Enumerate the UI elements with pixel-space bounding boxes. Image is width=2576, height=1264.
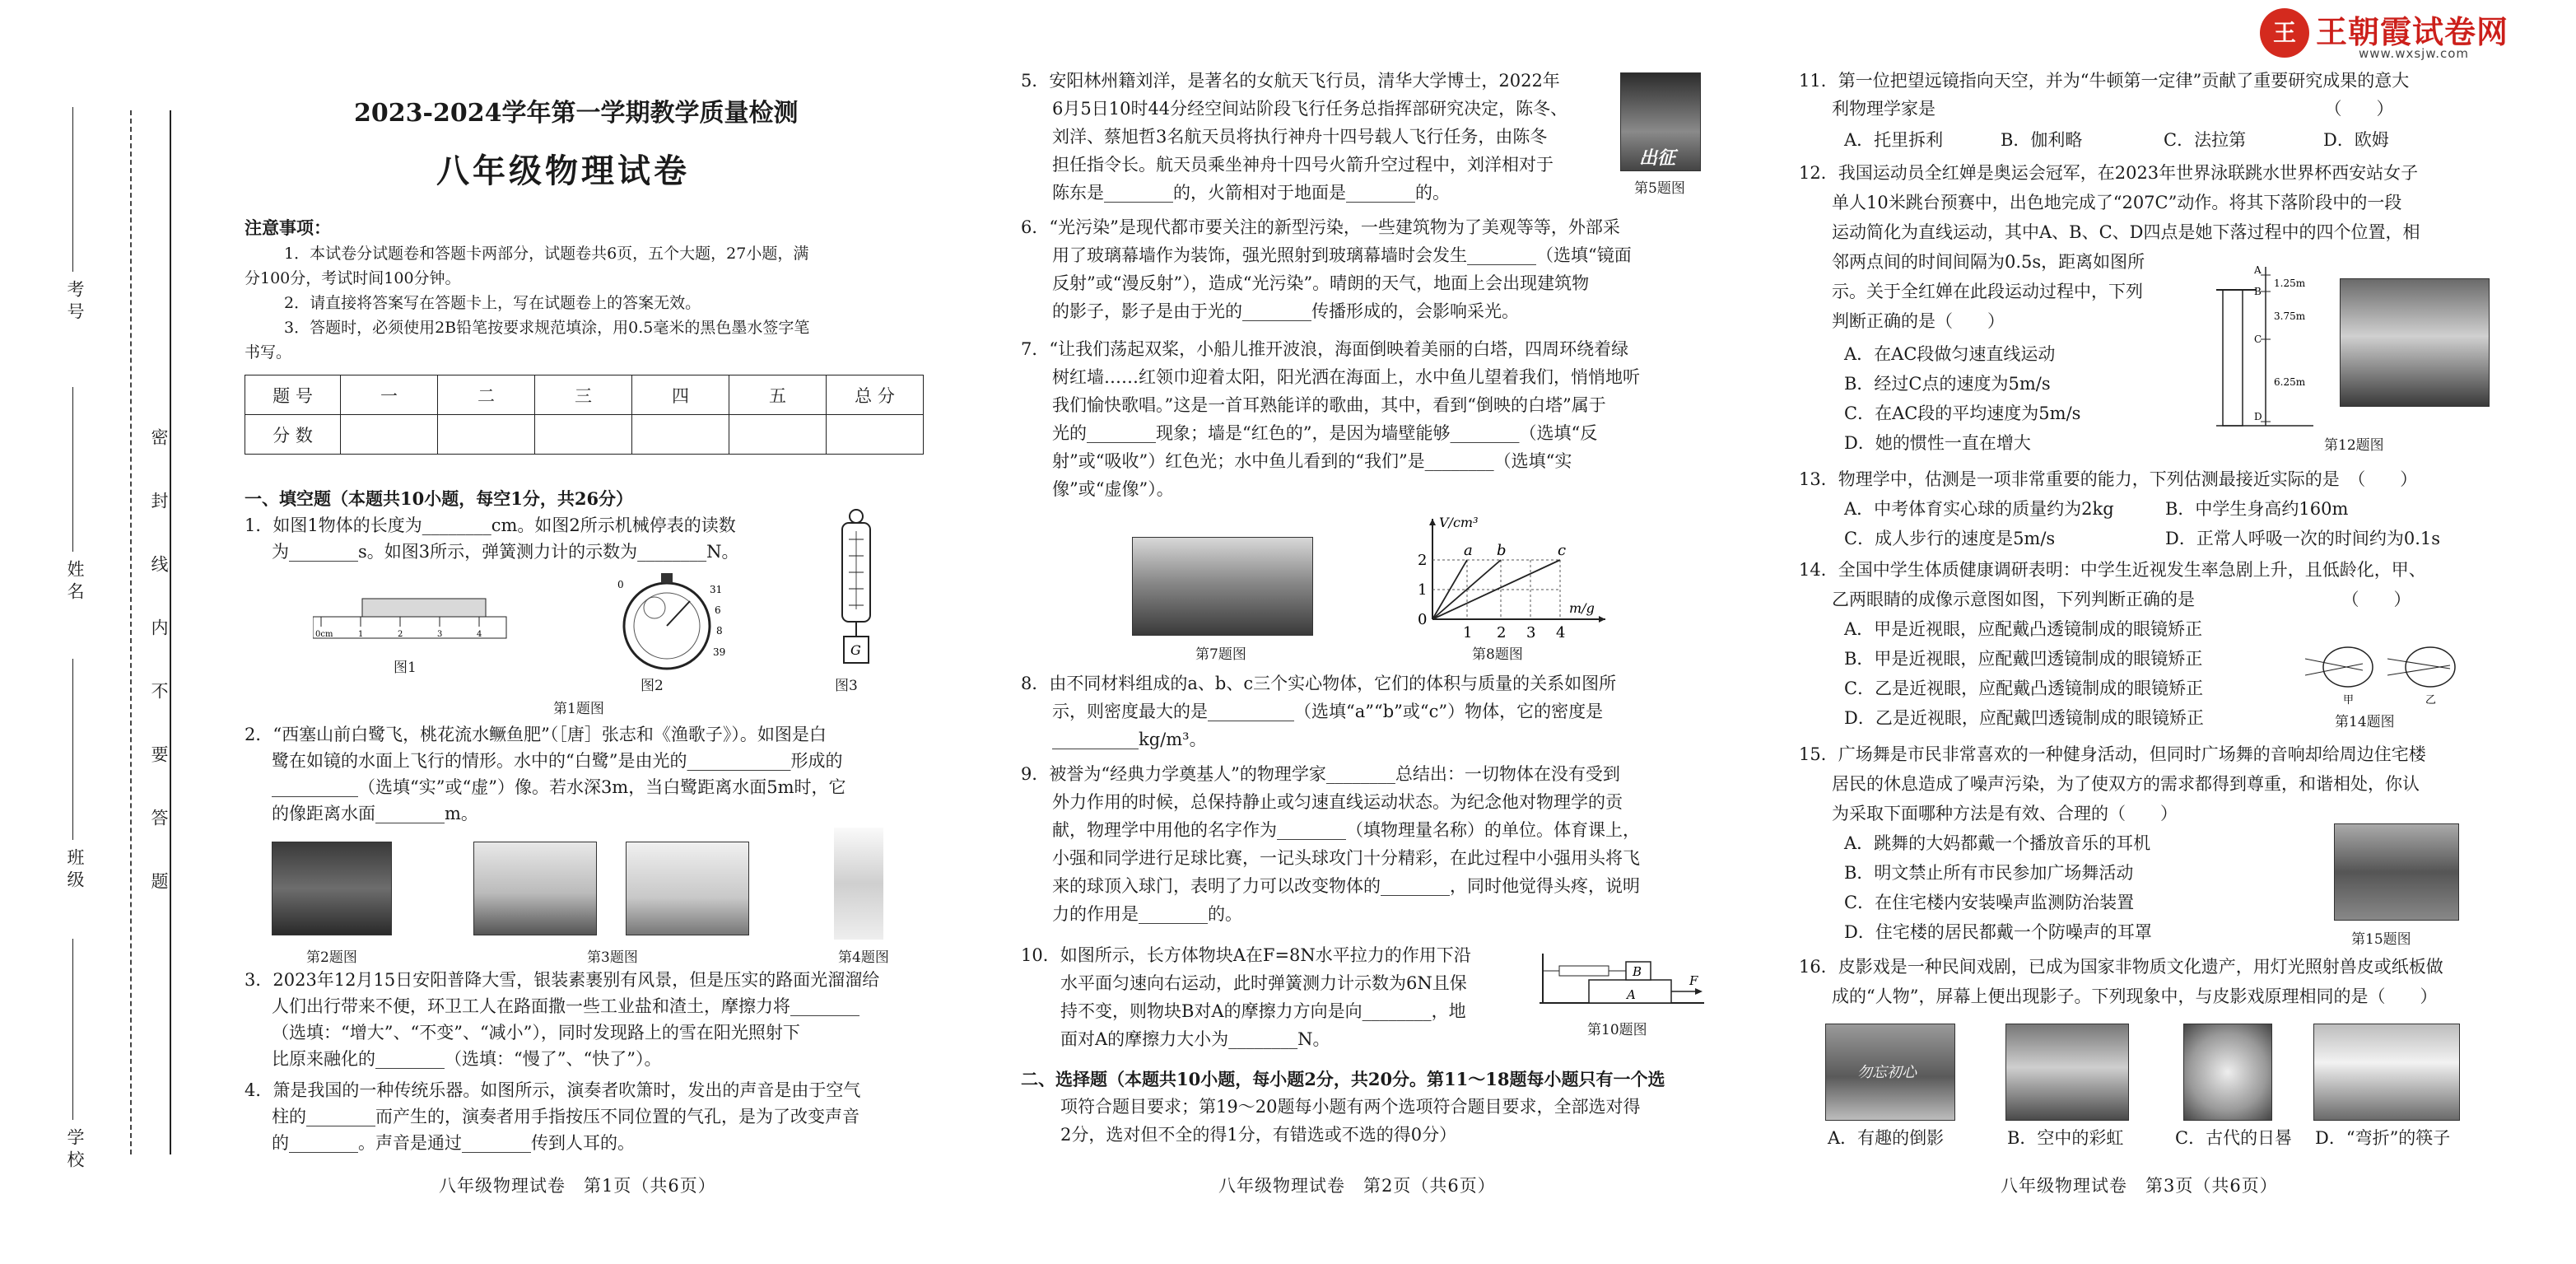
q5-line: 5．安阳林州籍刘洋，是著名的女航天飞行员，清华大学博士，2022年 [1021,71,1560,91]
q11-line: 利物理学家是 （ ） [1832,99,2394,119]
q12-option: B．经过C点的速度为5m/s [1844,374,2051,394]
q16-option: D．“弯折”的筷子 [2315,1128,2451,1148]
school-blank [72,939,73,1120]
q11-option: D．欧姆 [2323,130,2389,150]
diving-diagram [2215,257,2330,430]
q4-line: 4．箫是我国的一种传统乐器。如图所示，演奏者吹箫时，发出的声音是由于空气 [245,1080,861,1100]
line-label: b [1497,542,1507,559]
note-line: 1．本试卷分试题卷和答题卡两部分，试题卷共6页，五个大题，27小题，满 [284,245,809,263]
flute-player-illustration [834,828,883,940]
ruler-tick-label: 1 [358,630,364,639]
q13-option: D．正常人呼吸一次的时间约为0.1s [2165,529,2441,548]
q16-option: B．空中的彩虹 [2007,1128,2124,1148]
stopwatch-number: 39 [713,646,726,658]
score-cell: 五 [729,375,827,415]
q14-line: 乙两眼睛的成像示意图如图，下列判断正确的是 （ ） [1832,590,2411,609]
block-b-label: B [1633,964,1642,979]
q9-line: 小强和同学进行足球比赛，一记头球攻门十分精彩，在此过程中小强用头将飞 [1052,848,1640,868]
q11-option: C．法拉第 [2164,130,2247,150]
fig-q7-caption: 第7题图 [1195,646,1246,663]
page2-footer: 八年级物理试卷 第2页（共6页） [1218,1176,1496,1196]
fig-q3-caption: 第3题图 [587,949,638,966]
q7-line: 像”或“虚像”）。 [1052,479,1174,499]
q15-option: B．明文禁止所有市民参加广场舞活动 [1844,863,2134,883]
fig-q1-caption: 第1题图 [553,701,604,717]
score-table [245,375,924,455]
q3-line: 比原来融化的________（选填：“慢了”、“快了”）。 [272,1049,662,1069]
astronauts-photo [1620,72,1701,171]
school-label: 学校 [65,1128,85,1173]
q2-line: 鹭在如镜的水面上飞行的情形。水中的“白鹭”是由光的____________形成的 [272,751,843,771]
x-axis-label: m/g [1569,600,1595,616]
ruler-figure [313,589,510,646]
q12-line: 单人10米跳台预赛中，出色地完成了“207C”动作。将其下落阶段中的一段 [1832,193,2402,212]
q12-line: 判断正确的是（ ） [1832,311,2005,331]
class-label: 班级 [65,848,85,893]
egret-photo [272,842,392,935]
q9-line: 9．被誉为“经典力学奠基人”的物理学家________总结出：一切物体在没有受到 [1021,764,1620,784]
logo-text: 王朝霞试卷网 [2316,14,2509,50]
q3-line: 3．2023年12月15日安阳普降大雪，银装素裹别有风景，但是压实的路面光溜溜给 [245,970,880,990]
brand-logo [2260,7,2509,64]
diver-photo [2340,278,2490,407]
distance-label: 1.25m [2274,278,2306,289]
score-cell: 一 [341,375,438,415]
score-cell: 题 号 [245,375,341,415]
q12-line: 示。关于全红婵在此段运动过程中，下列 [1832,282,2143,301]
section-choice-line: 2分，选对但不全的得1分，有错选或不选的得0分） [1060,1125,1457,1145]
q16-line: 16．皮影戏是一种民间戏剧，已成为国家非物质文化遗产，用灯光照射兽皮或纸板做 [1799,957,2443,977]
weight-label: G [850,642,861,658]
q6-line: 的影子，影子是由于光的________传播形成的，会影响采光。 [1052,301,1519,321]
q13-option: C．成人步行的速度是5m/s [1844,529,2056,548]
x-tick: 3 [1526,624,1536,641]
q7-line: 我们愉快歌唱。”这是一首耳熟能详的歌曲，其中，看到“倒映的白塔”属于 [1052,395,1606,415]
ruler-tick-label: 3 [437,630,443,639]
eye-label: 甲 [2343,694,2355,707]
score-cell: 总 分 [827,375,924,415]
q9-line: 来的球顶入球门，表明了力可以改变物体的________，同时他觉得头疼，说明 [1052,876,1640,896]
ruler-tick-label: 0cm [315,630,333,639]
note-line: 2．请直接将答案写在答题卡上，写在试题卷上的答案无效。 [284,294,701,312]
snow-street-photo [626,842,749,935]
name-blank [72,387,73,552]
q16-line: 成的“人物”，屏幕上便出现影子。下列现象中，与皮影戏原理相同的是（ ） [1832,986,2438,1006]
score-table-score-row [245,415,924,455]
q15-line: 为采取下面哪种方法是有效、合理的（ ） [1832,804,2178,823]
chopsticks-photo [2313,1024,2460,1121]
diving-tower [2223,290,2243,426]
fig1-caption: 图1 [394,660,417,676]
q9-line: 献，物理学中用他的名字作为________（填物理量名称）的单位。体育课上， [1052,820,1640,840]
score-input-cell [438,415,535,455]
point-label: D [2254,411,2262,422]
q10-line: 水平面匀速向右运动，此时弹簧测力计示数为6N且保 [1060,973,1467,993]
q14-line: 14．全国中学生体质健康调研表明：中学生近视发生率急剧上升，且低龄化，甲、 [1799,560,2426,580]
square-dance-photo [2334,823,2459,921]
rowing-boat-photo [1132,537,1313,636]
q11-option: A．托里拆利 [1844,130,1944,150]
q14-option: C．乙是近视眼，应配戴凸透镜制成的眼镜矫正 [1844,679,2204,698]
q15-line: 居民的休息造成了噪声污染，为了使双方的需求都得到尊重，和谐相处，你认 [1832,774,2420,794]
exam-no-label: 考号 [65,280,85,324]
fig-q14-caption: 第14题图 [2335,714,2395,730]
section-fill-blank: 一、填空题（本题共10小题，每空1分，共26分） [245,488,634,509]
q14-option: A．甲是近视眼，应配戴凸透镜制成的眼镜矫正 [1844,619,2203,639]
q12-line: 12．我国运动员全红婵是奥运会冠军，在2023年世界泳联跳水世界杯西安站女子 [1799,163,2419,183]
q16-option: C．古代的日晷 [2175,1128,2293,1148]
binding-dashed-line [130,110,132,1154]
score-cell: 二 [438,375,535,415]
q3-line: 人们出行带来不便，环卫工人在路面撒一些工业盐和渣土，摩擦力将________ [272,996,859,1016]
q12-option: D．她的惯性一直在增大 [1844,433,2031,453]
score-input-cell [729,415,827,455]
fig-q2-caption: 第2题图 [306,949,357,966]
q15-line: 15．广场舞是市民非常喜欢的一种健身活动，但同时广场舞的音响却给周边住宅楼 [1799,744,2426,764]
q12-option: A．在AC段做匀速直线运动 [1844,344,2056,364]
q11-line: 11．第一位把望远镜指向天空，并为“牛顿第一定律”贡献了重要研究成果的意大 [1799,71,2410,91]
sundial-photo [2183,1024,2272,1121]
point-label: A [2254,264,2262,276]
name-label: 姓名 [65,560,85,604]
reflection-photo-text: 勿忘初心 [1857,1064,1917,1081]
note-line: 书写。 [245,343,292,361]
rainbow-photo [2005,1024,2129,1121]
q4-line: 柱的________而产生的，演奏者用手指按压不同位置的气孔，是为了改变声音 [272,1107,859,1126]
q12-option: C．在AC段的平均速度为5m/s [1844,403,2081,423]
line-label: a [1464,542,1473,559]
force-label: F [1689,973,1698,988]
q10-line: 持不变，则物块B对A的摩擦力方向是向________，地 [1060,1001,1466,1021]
q5-line: 6月5日10时44分经空间站阶段飞行任务总指挥部研究决定，陈冬、 [1052,99,1568,119]
fig-q10-caption: 第10题图 [1587,1022,1647,1038]
reflection-photo [1825,1024,1955,1121]
stopwatch-number: 0 [617,579,624,590]
q1-line: 为________s。如图3所示，弹簧测力计的示数为________N。 [272,542,739,562]
q8-line: __________kg/m³。 [1052,730,1207,749]
snow-road-photo [473,842,597,935]
ruler-tick-label: 4 [477,630,482,639]
point-label: B [2254,286,2262,297]
q15-option: C．在住宅楼内安装噪声监测防治装置 [1844,893,2135,912]
fig-q12-caption: 第12题图 [2324,437,2384,454]
q13-line: 13．物理学中，估测是一项非常重要的能力，下列估测最接近实际的是 （ ） [1799,469,2418,489]
q2-line: __________（选填“实”或“虚”）像。若水深3m，当白鹭距离水面5m时，它 [272,777,846,797]
exam-no-blank [72,107,73,272]
score-cell: 四 [632,375,729,415]
fig-q8-caption: 第8题图 [1472,646,1523,663]
class-blank [72,659,73,840]
section-choice-line: 项符合题目要求；第19～20题每小题有两个选项符合题目要求，全部选对得 [1060,1097,1641,1117]
stopwatch-crown [661,573,673,583]
y-tick: 2 [1418,552,1428,569]
eye-label: 乙 [2425,694,2437,707]
q15-option: D．住宅楼的居民都戴一个防噪声的耳罩 [1844,922,2152,942]
q12-line: 邻两点间的时间间隔为0.5s，距离如图所 [1832,252,2145,272]
score-cell: 三 [535,375,632,415]
q7-line: 7．“让我们荡起双桨，小船儿推开波浪，海面倒映着美丽的白塔，四周环绕着绿 [1021,339,1629,359]
astronauts-photo-tag: 出征 [1639,147,1676,169]
stopwatch-figure [568,568,741,675]
score-input-cell [341,415,438,455]
score-input-cell [827,415,924,455]
q9-line: 外力作用的时候，总保持静止或匀速直线运动状态。为纪念他对物理学的贡 [1052,792,1623,812]
x-tick: 2 [1497,624,1507,641]
stopwatch-number: 8 [716,625,723,637]
q8-line: 示，则密度最大的是__________（选填“a”“b”或“c”）物体，它的密度是 [1052,702,1604,721]
y-tick: 0 [1418,611,1428,628]
q10-line: 面对A的摩擦力大小为________N。 [1060,1029,1330,1049]
distance-label: 3.75m [2274,310,2306,322]
exam-subtitle: 八年级物理试卷 [436,152,690,190]
fig-q15-caption: 第15题图 [2351,931,2411,948]
y-tick: 1 [1418,581,1428,599]
q15-option: A．跳舞的大妈都戴一个播放音乐的耳机 [1844,833,2151,853]
q8-line: 8．由不同材料组成的a、b、c三个实心物体，它们的体积与质量的关系如图所 [1021,674,1617,693]
distance-label: 6.25m [2274,376,2306,388]
q14-option: B．甲是近视眼，应配戴凹透镜制成的眼镜矫正 [1844,649,2203,669]
line-label: c [1558,542,1567,559]
x-tick: 1 [1463,624,1473,641]
eye-yi [2406,647,2455,687]
score-table-header-row [245,375,924,415]
note-line: 3．答题时，必须使用2B铅笔按要求规范填涂，用0.5毫米的黑色墨水签字笔 [284,319,810,337]
page3-footer: 八年级物理试卷 第3页（共6页） [2001,1176,2278,1196]
q5-line: 担任指令长。航天员乘坐神舟十四号火箭升空过程中，刘洋相对于 [1052,155,1554,175]
stopwatch-number: 6 [715,604,721,616]
score-cell: 分 数 [245,415,341,455]
q14-option: D．乙是近视眼，应配戴凹透镜制成的眼镜矫正 [1844,708,2204,728]
fig-q5-caption: 第5题图 [1634,180,1685,197]
q9-line: 力的作用是________的。 [1052,904,1242,924]
exam-title: 2023-2024学年第一学期教学质量检测 [354,99,799,128]
y-axis-label: V/cm³ [1439,515,1479,530]
q7-line: 射”或“吸收”）红色光；水中鱼儿看到的“我们”是________（选填“实 [1052,451,1572,471]
density-graph [1400,512,1614,644]
q11-option: B．伽利略 [2001,130,2083,150]
q4-line: 的________。声音是通过________传到人耳的。 [272,1133,635,1153]
score-input-cell [535,415,632,455]
page1-footer: 八年级物理试卷 第1页（共6页） [439,1176,716,1196]
q12-line: 运动简化为直线运动，其中A、B、C、D四点是她下落过程中的四个位置，相 [1832,222,2420,242]
q6-line: 6．“光污染”是现代都市要关注的新型污染，一些建筑物为了美观等等，外部采 [1021,217,1620,237]
note-line: 分100分，考试时间100分钟。 [245,269,461,287]
spring-balance [1559,966,1609,976]
q16-option: A．有趣的倒影 [1828,1128,1945,1148]
fig3-caption: 图3 [835,678,858,694]
q10-line: 10．如图所示，长方体物块A在F=8N水平拉力的作用下沿 [1021,945,1471,965]
fig2-caption: 图2 [641,678,664,694]
measured-block [362,599,486,617]
x-tick: 4 [1556,624,1566,641]
notes-title: 注意事项： [245,217,331,238]
q7-line: 光的________现象；墙是“红色的”，是因为墙壁能够________（选填“反 [1052,423,1598,443]
score-input-cell [632,415,729,455]
q13-option: A．中考体育实心球的质量约为2kg [1844,499,2114,519]
q5-line: 陈东是________的，火箭相对于地面是________的。 [1052,183,1450,203]
q3-line: （选填：“增大”、“不变”、“减小”），同时发现路上的雪在阳光照射下 [272,1023,800,1042]
line-c [1432,560,1560,619]
q6-line: 反射”或“漫反射”），造成“光污染”。晴朗的天气，地面上会出现建筑物 [1052,273,1590,293]
stopwatch-number: 31 [710,584,723,595]
q5-line: 刘洋、蔡旭哲3名航天员将执行神舟十四号载人飞行任务，由陈冬 [1052,127,1548,147]
spring-scale-figure [827,506,885,671]
fig-q4-caption: 第4题图 [838,949,889,966]
logo-url: www.wxsjw.com [2359,46,2470,61]
binding-warning: 密封线内不要答题 [149,428,169,935]
q1-line: 1．如图1物体的长度为________cm。如图2所示机械停表的读数 [245,515,736,535]
q6-line: 用了玻璃幕墙作为装饰，强光照射到玻璃幕墙时会发生________（选填“镜面 [1052,245,1632,265]
friction-diagram [1540,945,1704,1011]
q7-line: 树红墙……红领巾迎着太阳，阳光洒在海面上，水中鱼儿望着我们，悄悄地听 [1052,367,1640,387]
point-label: C [2254,333,2262,345]
ruler-tick-label: 2 [398,630,403,639]
section-choice: 二、选择题（本题共10小题，每小题2分，共20分。第11～18题每小题只有一个选 [1021,1069,1665,1089]
eye-diagram [2305,641,2470,707]
block-a-label: A [1627,987,1636,1002]
q2-line: 2．“西塞山前白鹭飞，桃花流水鳜鱼肥”（［唐］张志和《渔歌子》）。如图是白 [245,725,827,744]
q2-line: 的像距离水面________m。 [272,804,478,823]
logo-badge: 王 [2260,8,2309,58]
q13-option: B．中学生身高约160m [2165,499,2349,519]
